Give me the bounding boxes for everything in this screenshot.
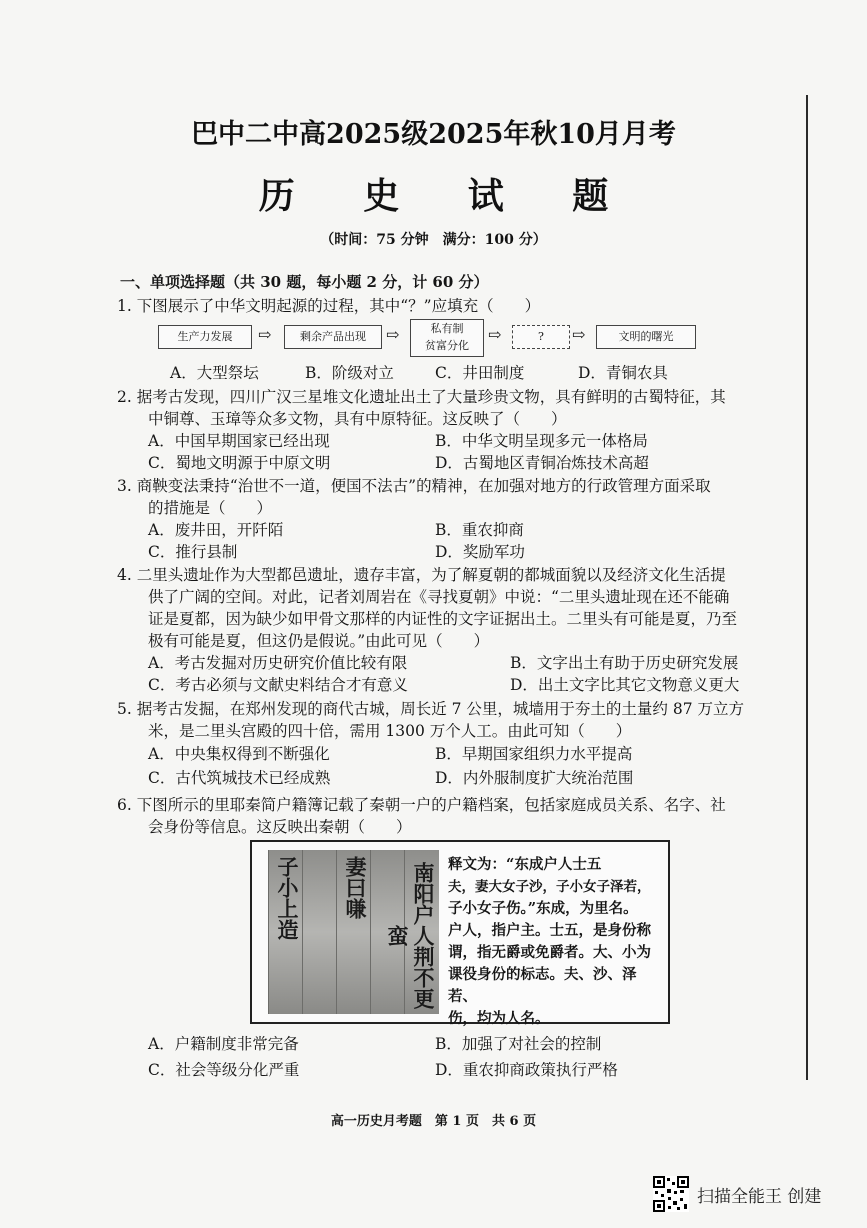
caption-line: 子小女子伤。”东成，为里名。: [448, 900, 638, 917]
question-3-option-d[interactable]: D．奖励军功: [435, 543, 525, 561]
question-4-stem: 供了广阔的空间。对此，记者刘周岩在《寻找夏朝》中说：“二里头遗址现在还不能确: [148, 588, 730, 606]
flow-box-civilization-dawn: 文明的曙光: [596, 325, 696, 349]
caption-line: 释文为：“东成户人士五: [448, 856, 602, 873]
slip-strip: [302, 850, 337, 1014]
question-1-option-a[interactable]: A．大型祭坛: [170, 364, 259, 382]
flow-box-productivity: 生产力发展: [158, 325, 252, 349]
slip-glyph-column: 子小上造: [275, 856, 300, 940]
flow-arrow-icon: ⇨: [258, 325, 272, 344]
question-5-stem: 米，是二里头宫殿的四十倍，需用 1300 万个人工。由此可知（ ）: [148, 722, 632, 740]
subject-title: 历 史 试 题: [258, 175, 637, 217]
question-2-option-b[interactable]: B．中华文明呈现多元一体格局: [435, 432, 648, 450]
flow-arrow-icon: ⇨: [386, 325, 400, 344]
flow-arrow-icon: ⇨: [572, 325, 586, 344]
question-2-option-c[interactable]: C．蜀地文明源于中原文明: [148, 454, 331, 472]
question-2-stem: 中铜尊、玉璋等众多文物，具有中原特征。这反映了（ ）: [148, 410, 567, 428]
qr-code-icon: [653, 1176, 689, 1212]
question-4-stem: 4. 二里头遗址作为大型都邑遗址，遗存丰富，为了解夏朝的都城面貌以及经济文化生活提: [117, 566, 726, 584]
caption-line: 户人，指户主。士五，是身份称: [448, 922, 651, 939]
scanner-caption: 扫描全能王 创建: [697, 1187, 822, 1207]
page-footer: 高一历史月考题 第 1 页 共 6 页: [330, 1114, 537, 1129]
question-4-stem: 极有可能是夏，但这仍是假说。”由此可见（ ）: [148, 632, 490, 650]
caption-line: 谓，指无爵或免爵者。大、小为: [448, 944, 651, 961]
flow-box-unknown: ?: [512, 325, 570, 349]
slip-transcription: [448, 854, 662, 1030]
question-4-option-c[interactable]: C．考古必须与文献史料结合才有意义: [148, 676, 408, 694]
flow-box-line: 私有制: [430, 322, 464, 335]
question-3-option-b[interactable]: B．重农抑商: [435, 521, 524, 539]
question-2-option-d[interactable]: D．古蜀地区青铜冶炼技术高超: [435, 454, 649, 472]
bamboo-slip-photo: [268, 850, 438, 1014]
question-1-option-c[interactable]: C．井田制度: [435, 364, 525, 382]
flow-box-private-ownership: [410, 319, 484, 357]
caption-line: 伤，均为人名。: [448, 1010, 550, 1027]
question-1-option-d[interactable]: D．青铜农具: [578, 364, 668, 382]
question-6-stem: 6. 下图所示的里耶秦简户籍簿记载了秦朝一户的户籍档案，包括家庭成员关系、名字、社: [117, 796, 726, 814]
flow-box-surplus: 剩余产品出现: [284, 325, 382, 349]
question-4-option-a[interactable]: A．考古发掘对历史研究价值比较有限: [148, 654, 408, 672]
section-heading: 一、单项选择题（共 30 题，每小题 2 分，计 60 分）: [120, 273, 489, 291]
question-5-option-b[interactable]: B．早期国家组织力水平提高: [435, 745, 633, 763]
question-6-stem: 会身份等信息。这反映出秦朝（ ）: [148, 818, 412, 836]
question-3-stem: 的措施是（ ）: [148, 499, 273, 517]
question-2-stem: 2. 据考古发现，四川广汉三星堆文化遗址出土了大量珍贵文物，具有鲜明的古蜀特征，其: [117, 388, 726, 406]
question-6-option-a[interactable]: A．户籍制度非常完备: [148, 1035, 299, 1053]
exam-title: 巴中二中高2025级2025年秋10月月考: [191, 119, 676, 150]
question-5-stem: 5. 据考古发掘，在郑州发现的商代古城，周长近 7 公里，城墙用于夯土的土量约 87 万立方: [117, 700, 745, 718]
question-1-stem: 1. 下图展示了中华文明起源的过程，其中“？”应填充（ ）: [117, 297, 541, 315]
question-3-option-c[interactable]: C．推行县制: [148, 543, 238, 561]
caption-line: 课役身份的标志。夫、沙、泽若、: [448, 966, 637, 1005]
question-2-option-a[interactable]: A．中国早期国家已经出现: [148, 432, 330, 450]
question-5-option-c[interactable]: C．古代筑城技术已经成熟: [148, 769, 331, 787]
flow-box-line: 贫富分化: [425, 339, 469, 352]
question-4-option-d[interactable]: D．出土文字比其它文物意义更大: [510, 676, 740, 694]
question-3-stem: 3. 商鞅变法秉持“治世不一道，便国不法古”的精神，在加强对地方的行政管理方面采取: [117, 477, 711, 495]
civilization-flow-diagram: [158, 321, 698, 357]
question-1-option-b[interactable]: B．阶级对立: [305, 364, 394, 382]
question-6-option-b[interactable]: B．加强了对社会的控制: [435, 1035, 602, 1053]
liye-bamboo-slip-figure: [250, 840, 670, 1027]
question-5-option-d[interactable]: D．内外服制度扩大统治范围: [435, 769, 634, 787]
question-3-option-a[interactable]: A．废井田，开阡陌: [148, 521, 284, 539]
caption-line: 夫，妻大女子沙，子小女子泽若，: [448, 879, 651, 895]
question-4-option-b[interactable]: B．文字出土有助于历史研究发展: [510, 654, 739, 672]
question-6-option-c[interactable]: C．社会等级分化严重: [148, 1061, 300, 1079]
slip-glyph-column: 妻曰嗛: [343, 856, 368, 919]
question-5-option-a[interactable]: A．中央集权得到不断强化: [148, 745, 330, 763]
question-6-option-d[interactable]: D．重农抑商政策执行严格: [435, 1061, 618, 1079]
flow-arrow-icon: ⇨: [488, 325, 502, 344]
slip-glyph-column: 南阳户人荆不更蛮: [385, 861, 436, 1009]
question-4-stem: 证是夏都，因为缺少如甲骨文那样的内证性的文字证据出土。二里头有可能是夏，乃至: [148, 610, 738, 628]
exam-info: （时间：75 分钟 满分：100 分）: [320, 232, 547, 248]
